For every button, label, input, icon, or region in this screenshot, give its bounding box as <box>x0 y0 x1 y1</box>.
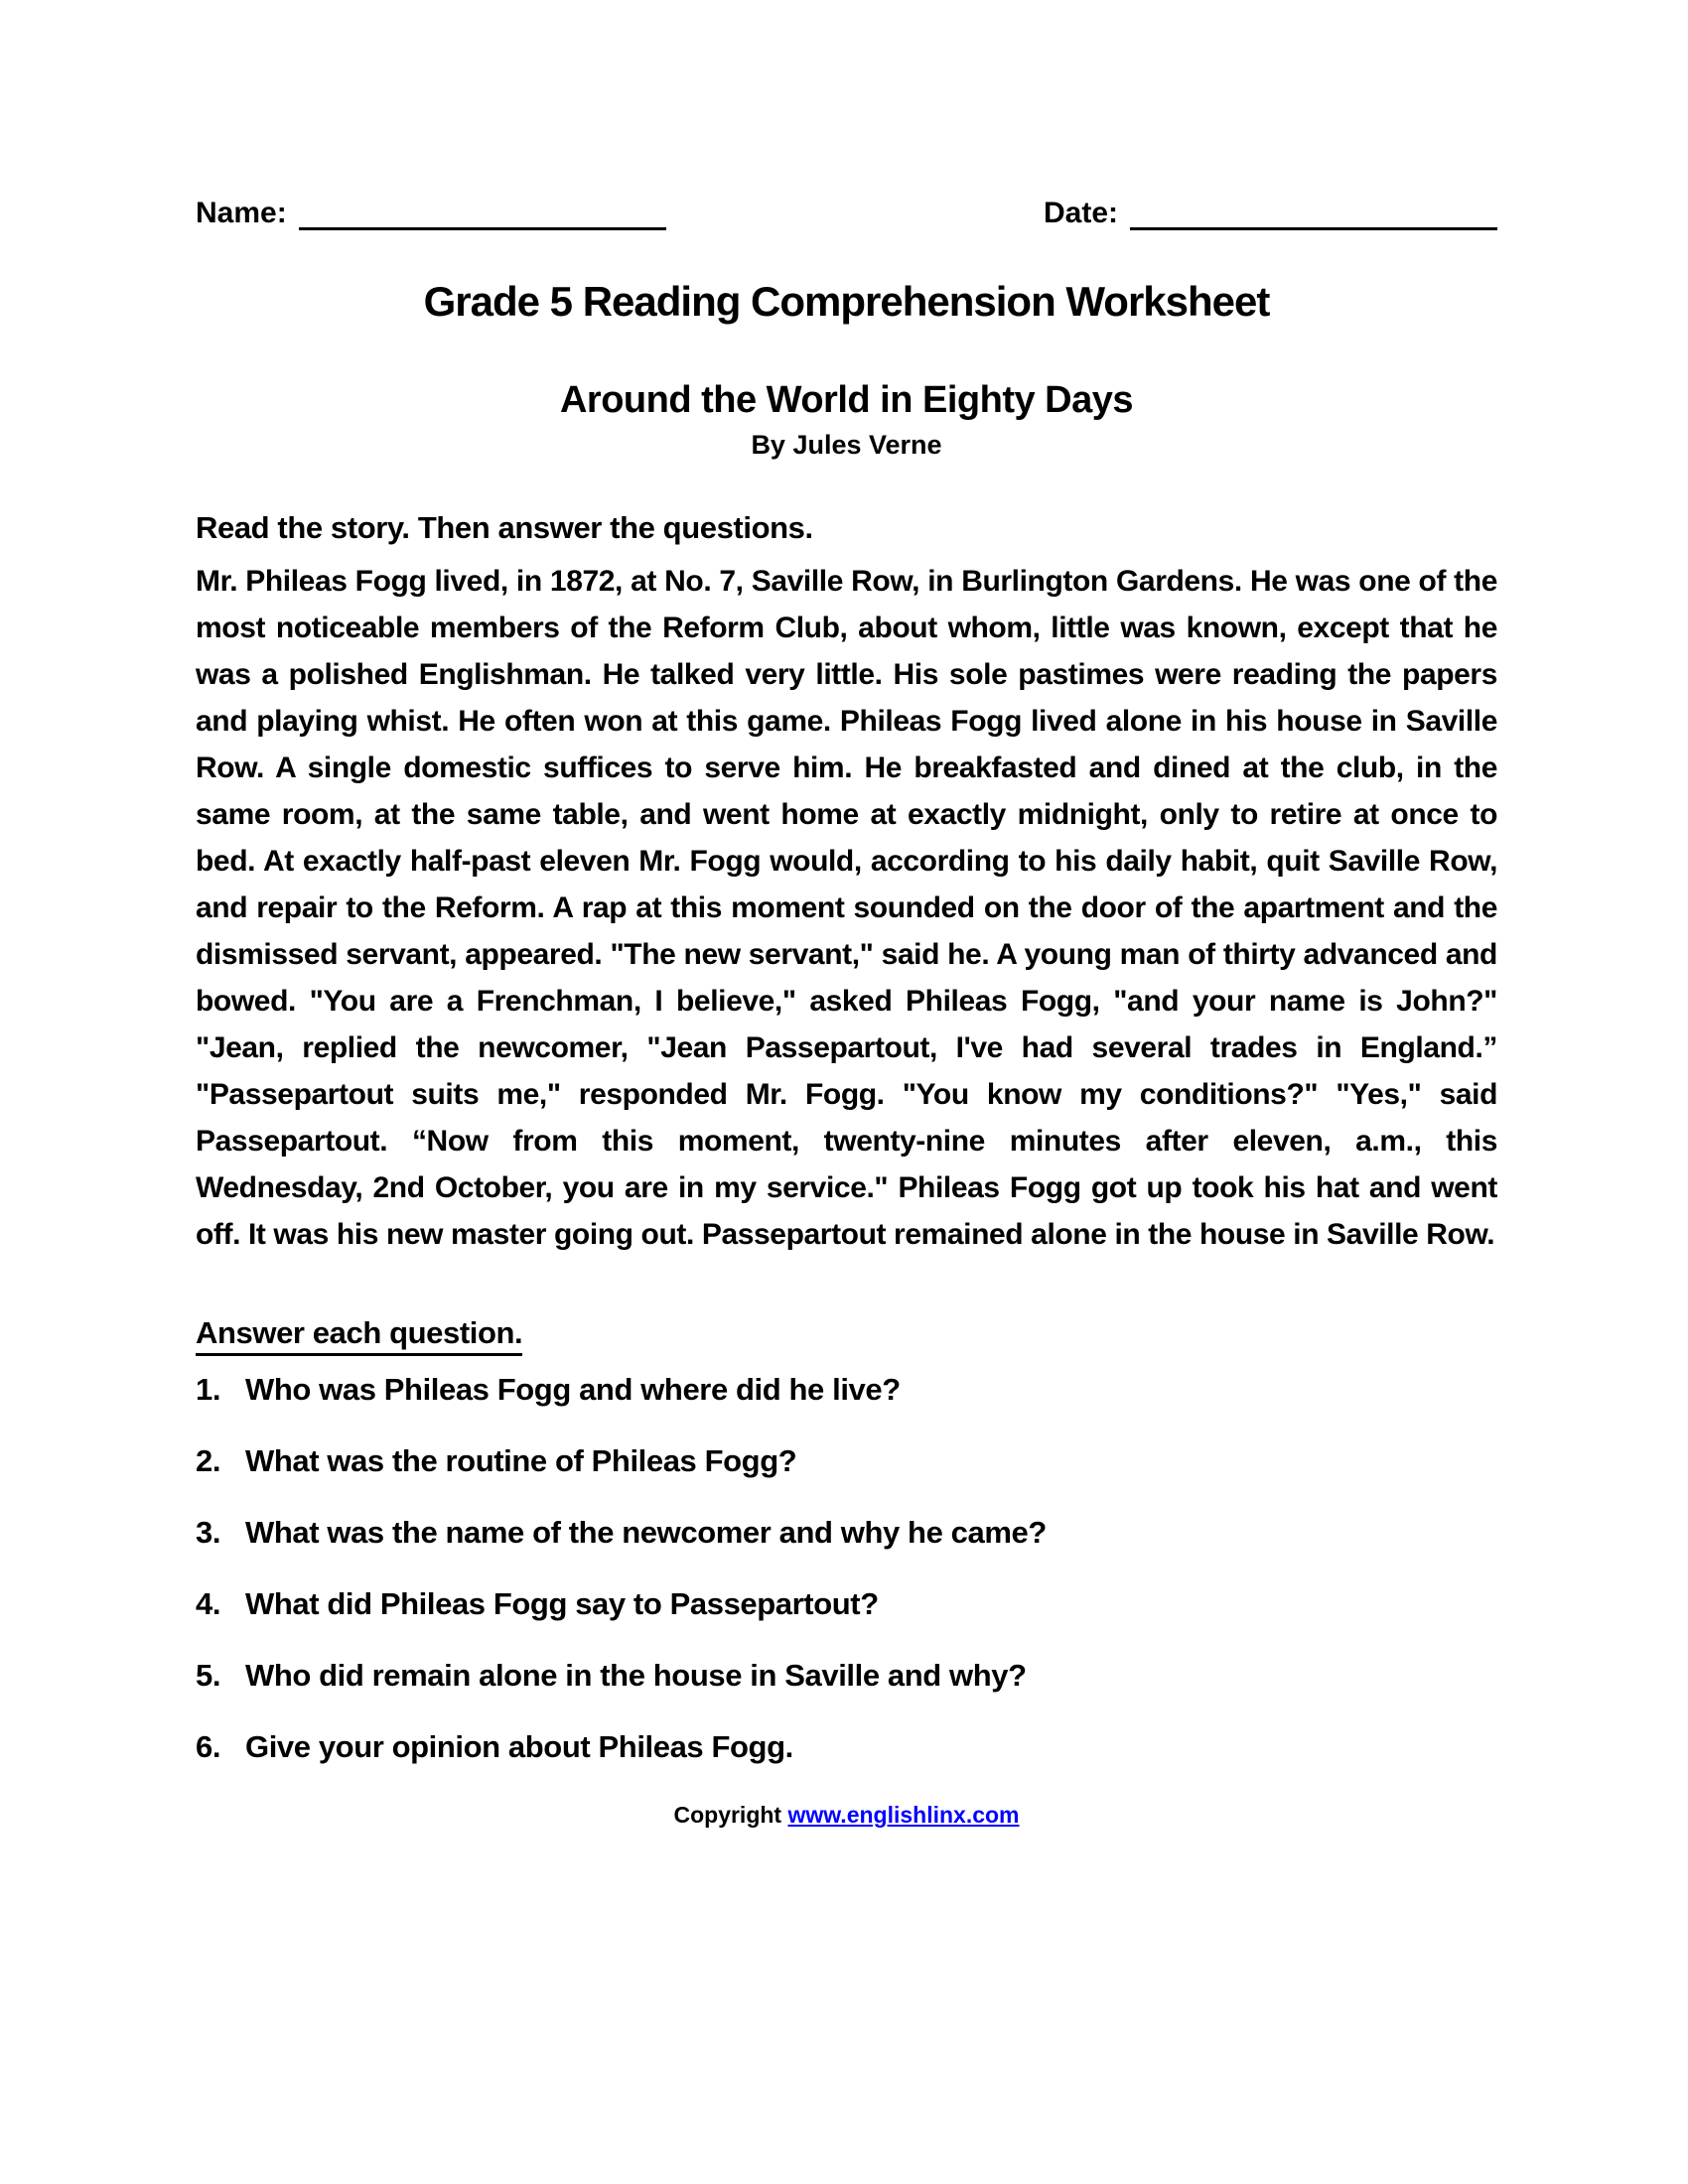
question-5-number: 5. <box>196 1658 221 1693</box>
questions-heading <box>196 1315 1497 1351</box>
question-3 <box>196 1516 1497 1550</box>
question-6 <box>196 1730 1497 1764</box>
question-2 <box>196 1444 1497 1478</box>
question-1 <box>196 1373 1497 1407</box>
date-blank-line <box>1130 197 1497 230</box>
question-5 <box>196 1659 1497 1693</box>
story-text: Mr. Phileas Fogg lived, in 1872, at No. 7, Saville Row, in Burlington Gardens. He was one of the most noticeable members of the Reform Club, about whom, little was known, except that he was a polished Englishman. He talked very little. His sole pastimes were reading the papers and playing whist. He often won at this game. Phileas Fogg lived alone in his house in Saville Row. A single domestic suffices to serve him. He breakfasted and dined at the club, in the same room, at the same table, and went home at exactly midnight, only to retire at once to bed. At exactly half-past eleven Mr. Fogg would, according to his daily habit, quit Saville Row, and repair to the Reform. A rap at this moment sounded on the door of the apartment and the dismissed servant, appeared. "The new servant," said he. A young man of thirty advanced and bowed. "You are a Frenchman, I believe," asked Phileas Fogg, "and your name is John?" "Jean, replied the newcomer, "Jean Passepartout, I've had several trades in England.” "Passepartout suits me," responded Mr. Fogg. "You know my conditions?" "Yes," said Passepartout. “Now from this moment, twenty-nine minutes after eleven, a.m., this Wednesday, 2nd October, you are in my service." Phileas Fogg got up took his hat and went off. It was his new master going out. Passepartout remained alone in the house in Saville Row. <box>196 565 1497 1251</box>
date-label: Date: <box>1043 197 1118 229</box>
question-4 <box>196 1587 1497 1621</box>
story-byline: By Jules Verne <box>751 430 942 460</box>
worksheet-title: Grade 5 Reading Comprehension Worksheet <box>423 278 1270 325</box>
question-1-text: Who was Phileas Fogg and where did he live? <box>245 1372 901 1407</box>
question-5-text: Who did remain alone in the house in Saville and why? <box>245 1658 1027 1693</box>
name-label: Name: <box>196 197 287 229</box>
question-3-text: What was the name of the newcomer and why he came? <box>245 1515 1047 1550</box>
question-4-text: What did Phileas Fogg say to Passepartout? <box>245 1586 879 1621</box>
story-title: Around the World in Eighty Days <box>559 379 1134 421</box>
page-content <box>196 0 1497 1829</box>
question-3-number: 3. <box>196 1515 221 1550</box>
question-6-number: 6. <box>196 1729 221 1764</box>
header-row <box>196 197 1497 230</box>
name-field <box>196 197 666 230</box>
questions-heading-text: Answer each question. <box>196 1315 522 1356</box>
name-blank-line <box>299 197 666 230</box>
englishlinx-link[interactable]: www.englishlinx.com <box>787 1802 1020 1828</box>
date-field <box>1044 197 1497 230</box>
question-2-number: 2. <box>196 1443 221 1478</box>
question-4-number: 4. <box>196 1586 221 1621</box>
question-6-text: Give your opinion about Phileas Fogg. <box>245 1729 793 1764</box>
story-instructions: Read the story. Then answer the questions. <box>196 510 813 545</box>
question-2-text: What was the routine of Phileas Fogg? <box>245 1443 797 1478</box>
copyright-footer <box>196 1802 1497 1829</box>
question-1-number: 1. <box>196 1372 221 1407</box>
copyright-label: Copyright <box>673 1802 782 1828</box>
questions-list <box>196 1373 1497 1764</box>
